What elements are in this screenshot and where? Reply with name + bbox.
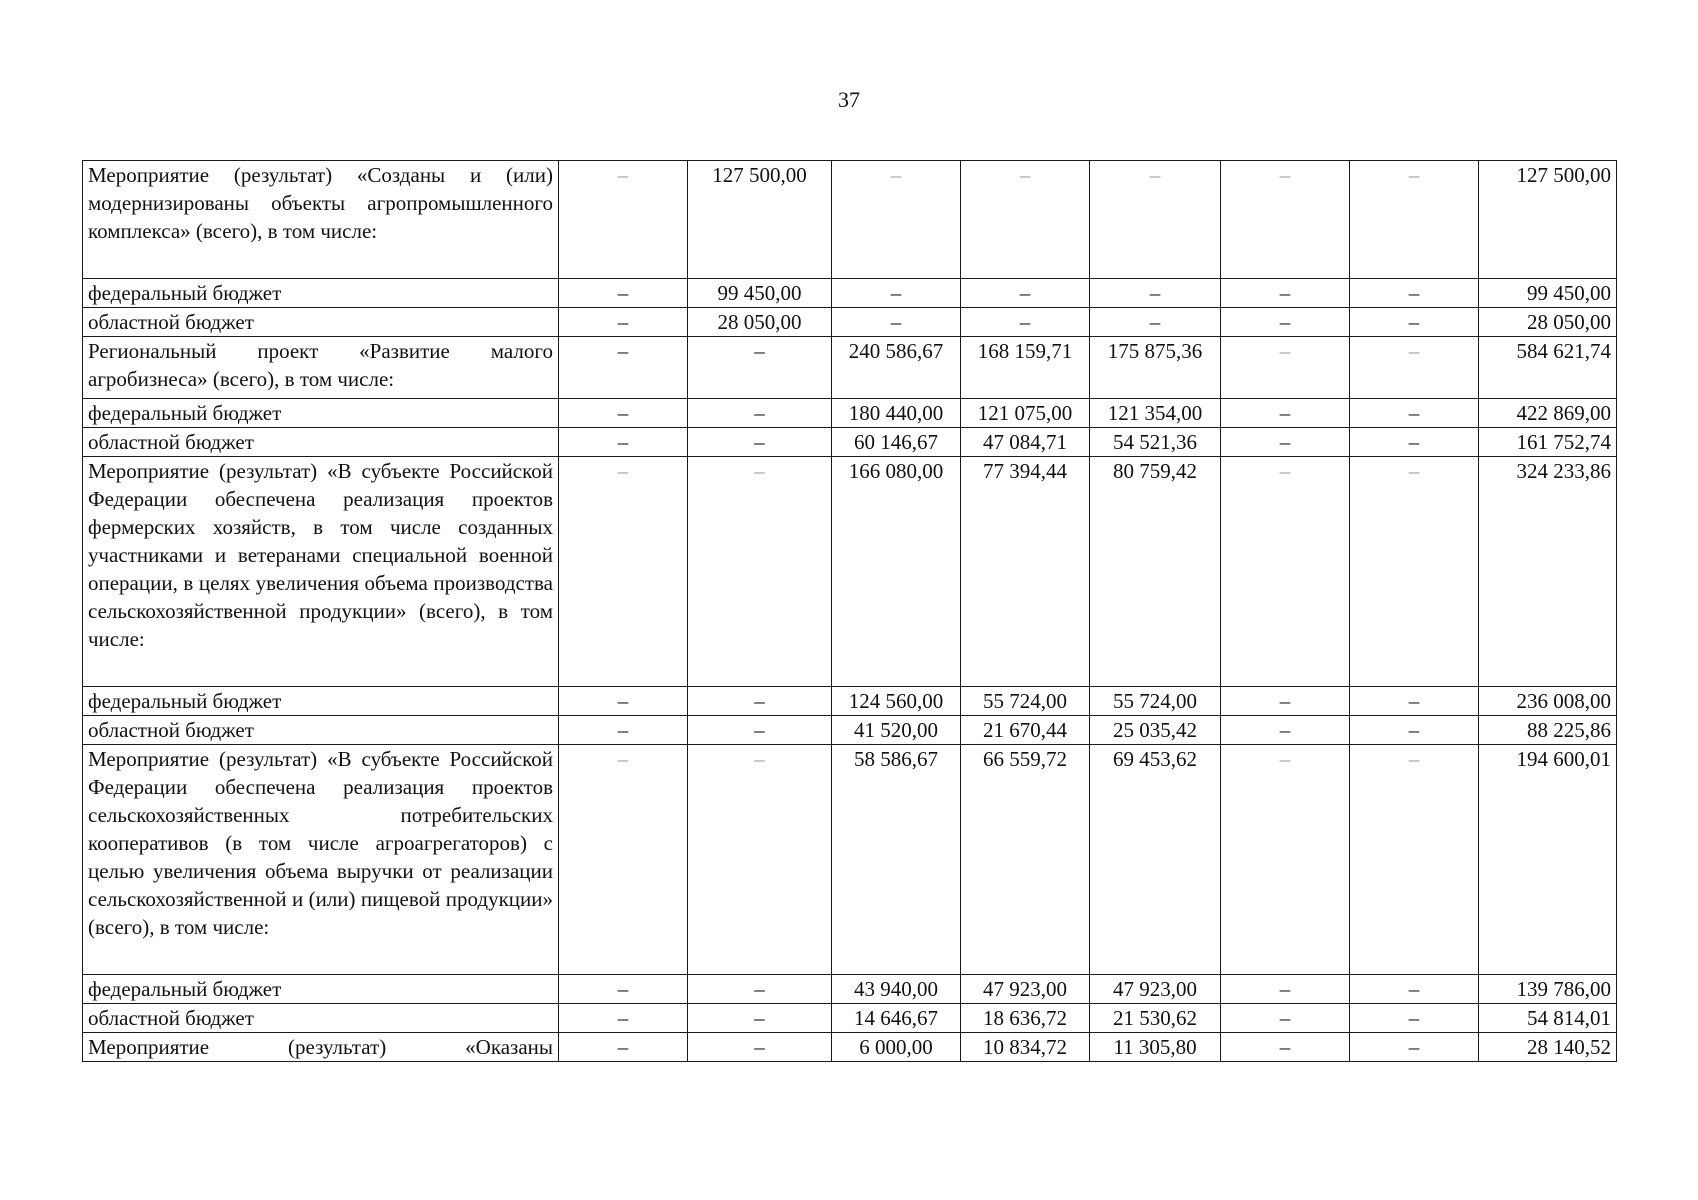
- total-cell: 236 008,00: [1479, 687, 1617, 716]
- value-cell: 21 530,62: [1090, 1004, 1221, 1033]
- value-cell: –: [1221, 161, 1350, 279]
- row-name: Мероприятие (результат) «В субъекте Российской Федерации обеспечена реализация проектов сельскохозяйственных потребительских кооперативов (в том числе агроагрегаторов) с целью увеличения объема выручки от реализации сельскохозяйственной и (или) пищевой продукции» (всего), в том числе:: [83, 745, 559, 975]
- budget-table: [82, 160, 1617, 1062]
- total-cell: 88 225,86: [1479, 716, 1617, 745]
- value-cell: –: [961, 161, 1090, 279]
- value-cell: –: [1221, 308, 1350, 337]
- table-row: [83, 161, 1617, 279]
- value-cell: –: [559, 457, 688, 687]
- value-cell: 180 440,00: [832, 399, 961, 428]
- value-cell: –: [1090, 161, 1221, 279]
- table-row: [83, 308, 1617, 337]
- value-cell: –: [1221, 745, 1350, 975]
- value-cell: –: [1350, 975, 1479, 1004]
- value-cell: –: [559, 745, 688, 975]
- value-cell: 41 520,00: [832, 716, 961, 745]
- value-cell: 47 923,00: [961, 975, 1090, 1004]
- value-cell: –: [832, 279, 961, 308]
- value-cell: –: [559, 279, 688, 308]
- total-cell: 28 050,00: [1479, 308, 1617, 337]
- value-cell: –: [1350, 337, 1479, 399]
- value-cell: 66 559,72: [961, 745, 1090, 975]
- value-cell: –: [688, 745, 832, 975]
- value-cell: –: [559, 1033, 688, 1062]
- value-cell: 80 759,42: [1090, 457, 1221, 687]
- value-cell: –: [1350, 279, 1479, 308]
- row-name: Мероприятие (результат) «Созданы и (или) модернизированы объекты агропромышленного комплекса» (всего), в том числе:: [83, 161, 559, 279]
- value-cell: –: [961, 279, 1090, 308]
- table-row: [83, 399, 1617, 428]
- total-cell: 422 869,00: [1479, 399, 1617, 428]
- value-cell: –: [559, 428, 688, 457]
- value-cell: –: [688, 428, 832, 457]
- value-cell: –: [1350, 716, 1479, 745]
- value-cell: –: [688, 457, 832, 687]
- value-cell: –: [1350, 1033, 1479, 1062]
- row-name: областной бюджет: [83, 428, 559, 457]
- value-cell: 18 636,72: [961, 1004, 1090, 1033]
- page-number: 37: [838, 87, 860, 112]
- value-cell: –: [1350, 1004, 1479, 1033]
- value-cell: –: [1090, 279, 1221, 308]
- value-cell: 14 646,67: [832, 1004, 961, 1033]
- row-name: федеральный бюджет: [83, 975, 559, 1004]
- value-cell: –: [1350, 308, 1479, 337]
- row-name: федеральный бюджет: [83, 399, 559, 428]
- row-name: областной бюджет: [83, 308, 559, 337]
- value-cell: –: [961, 308, 1090, 337]
- value-cell: –: [1350, 745, 1479, 975]
- value-cell: 99 450,00: [688, 279, 832, 308]
- row-name: областной бюджет: [83, 716, 559, 745]
- value-cell: –: [1221, 716, 1350, 745]
- value-cell: 121 354,00: [1090, 399, 1221, 428]
- value-cell: –: [1090, 308, 1221, 337]
- value-cell: –: [688, 1033, 832, 1062]
- value-cell: 58 586,67: [832, 745, 961, 975]
- value-cell: –: [688, 687, 832, 716]
- value-cell: –: [688, 716, 832, 745]
- value-cell: –: [559, 687, 688, 716]
- value-cell: –: [688, 337, 832, 399]
- total-cell: 161 752,74: [1479, 428, 1617, 457]
- table-row: [83, 975, 1617, 1004]
- value-cell: –: [1221, 337, 1350, 399]
- table-row: [83, 279, 1617, 308]
- table-row: [83, 457, 1617, 687]
- total-cell: 54 814,01: [1479, 1004, 1617, 1033]
- value-cell: –: [559, 975, 688, 1004]
- value-cell: –: [559, 161, 688, 279]
- value-cell: 124 560,00: [832, 687, 961, 716]
- total-cell: 139 786,00: [1479, 975, 1617, 1004]
- value-cell: –: [559, 337, 688, 399]
- total-cell: 324 233,86: [1479, 457, 1617, 687]
- table-row: [83, 1004, 1617, 1033]
- value-cell: –: [559, 399, 688, 428]
- value-cell: 25 035,42: [1090, 716, 1221, 745]
- row-name: Мероприятие (результат) «Оказаны: [83, 1033, 559, 1062]
- value-cell: –: [1221, 687, 1350, 716]
- table-row: [83, 716, 1617, 745]
- value-cell: 55 724,00: [1090, 687, 1221, 716]
- value-cell: –: [1350, 428, 1479, 457]
- value-cell: –: [688, 975, 832, 1004]
- value-cell: –: [559, 716, 688, 745]
- value-cell: –: [832, 308, 961, 337]
- table-row: [83, 687, 1617, 716]
- value-cell: –: [1221, 975, 1350, 1004]
- total-cell: 194 600,01: [1479, 745, 1617, 975]
- value-cell: –: [559, 308, 688, 337]
- table-row: [83, 337, 1617, 399]
- value-cell: –: [1350, 161, 1479, 279]
- value-cell: 28 050,00: [688, 308, 832, 337]
- value-cell: –: [1221, 457, 1350, 687]
- row-name: областной бюджет: [83, 1004, 559, 1033]
- total-cell: 584 621,74: [1479, 337, 1617, 399]
- value-cell: 10 834,72: [961, 1033, 1090, 1062]
- total-cell: 99 450,00: [1479, 279, 1617, 308]
- row-name: федеральный бюджет: [83, 279, 559, 308]
- value-cell: –: [1221, 279, 1350, 308]
- value-cell: 77 394,44: [961, 457, 1090, 687]
- total-cell: 127 500,00: [1479, 161, 1617, 279]
- value-cell: –: [559, 1004, 688, 1033]
- value-cell: 55 724,00: [961, 687, 1090, 716]
- total-cell: 28 140,52: [1479, 1033, 1617, 1062]
- value-cell: –: [1350, 687, 1479, 716]
- value-cell: 69 453,62: [1090, 745, 1221, 975]
- value-cell: –: [1350, 399, 1479, 428]
- value-cell: –: [1221, 428, 1350, 457]
- row-name: федеральный бюджет: [83, 687, 559, 716]
- value-cell: –: [1221, 399, 1350, 428]
- value-cell: 11 305,80: [1090, 1033, 1221, 1062]
- value-cell: 121 075,00: [961, 399, 1090, 428]
- value-cell: 47 923,00: [1090, 975, 1221, 1004]
- row-name: Региональный проект «Развитие малого агробизнеса» (всего), в том числе:: [83, 337, 559, 399]
- table-row: [83, 1033, 1617, 1062]
- value-cell: –: [1350, 457, 1479, 687]
- value-cell: 175 875,36: [1090, 337, 1221, 399]
- value-cell: 127 500,00: [688, 161, 832, 279]
- value-cell: 54 521,36: [1090, 428, 1221, 457]
- value-cell: –: [688, 399, 832, 428]
- row-name: Мероприятие (результат) «В субъекте Российской Федерации обеспечена реализация проектов фермерских хозяйств, в том числе созданных участниками и ветеранами специальной военной операции, в целях увеличения объема производства сельскохозяйственной продукции» (всего), в том числе:: [83, 457, 559, 687]
- value-cell: 43 940,00: [832, 975, 961, 1004]
- value-cell: –: [688, 1004, 832, 1033]
- value-cell: 60 146,67: [832, 428, 961, 457]
- table-row: [83, 745, 1617, 975]
- value-cell: –: [832, 161, 961, 279]
- value-cell: –: [1221, 1033, 1350, 1062]
- value-cell: –: [1221, 1004, 1350, 1033]
- table-row: [83, 428, 1617, 457]
- value-cell: 21 670,44: [961, 716, 1090, 745]
- value-cell: 6 000,00: [832, 1033, 961, 1062]
- value-cell: 47 084,71: [961, 428, 1090, 457]
- value-cell: 168 159,71: [961, 337, 1090, 399]
- value-cell: 166 080,00: [832, 457, 961, 687]
- value-cell: 240 586,67: [832, 337, 961, 399]
